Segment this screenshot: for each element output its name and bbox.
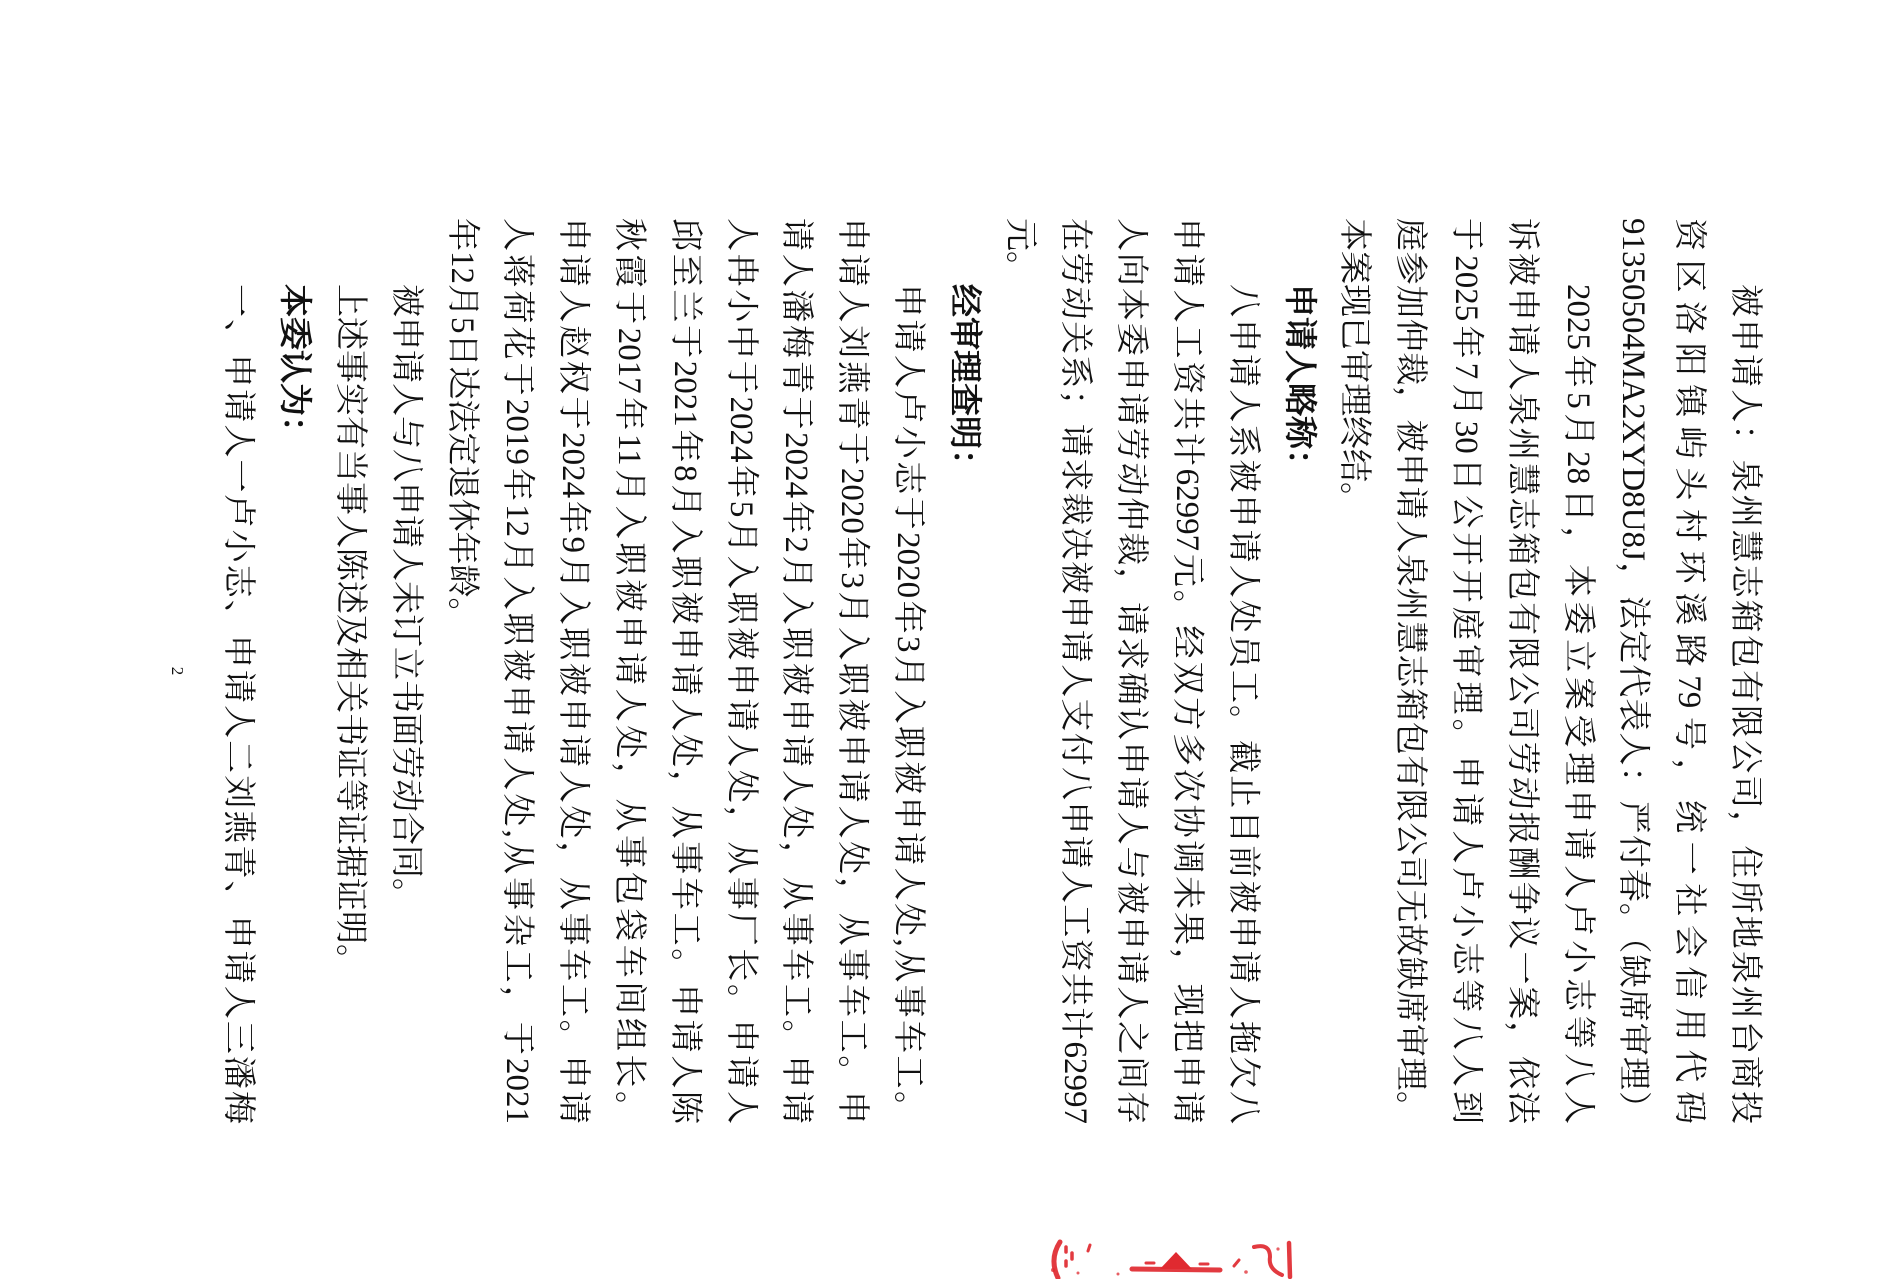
- text-line: 上述事实有当事人陈述及相关书证等证据证明。: [332, 284, 369, 977]
- section-heading: [935, 218, 991, 1124]
- paragraph: [1605, 218, 1772, 1124]
- text-line: 申请人赵权于2024年9月入职被申请人处，从事车工。申请: [555, 218, 592, 1124]
- text-line: 一、申请人一卢小志、申请人二刘燕青、申请人三潘梅: [220, 284, 257, 1124]
- text-line: 在劳动关系；请求裁决被申请人支付八申请人工资共计62997: [1057, 218, 1094, 1124]
- text-line: 请人潘梅青于2024年2月入职被申请人处，从事车工。申请: [778, 218, 815, 1124]
- paragraph: [321, 218, 377, 1124]
- text-line: 元。: [1001, 218, 1038, 284]
- document-body: [132, 218, 1772, 1124]
- text-line: 人蒋荷花于2019年12月入职被申请人处,从事杂工，于2021: [499, 218, 536, 1124]
- text-line: 申请人卢小志于2020年3月入职被申请人处,从事车工。: [890, 284, 927, 1124]
- text-line: 秋霞于2017年11月入职被申请人处，从事包袋车间组长。: [611, 218, 648, 1124]
- text-line: 本案现已审理终结。: [1336, 218, 1373, 515]
- text-line: 申请人工资共计62997元。经双方多次协调未果，现把申请: [1169, 218, 1206, 1124]
- text-line: 人向本委申请劳动仲裁，请求确认申请人与被申请人之间存: [1113, 218, 1150, 1124]
- paragraph: [210, 218, 266, 1124]
- seal-stamp-mark: [1160, 1252, 1192, 1269]
- text-line: 申请人刘燕青于2020年3月入职被申请人处，从事车工。申: [834, 218, 871, 1124]
- text-line: 年12月5日达法定退休年龄。: [443, 218, 480, 631]
- text-line: 91350504MA2XYD8U8J，法定代表人：严付春。（缺席审理）: [1615, 218, 1652, 1124]
- text-line: 庭参加仲裁，被申请人泉州慧志箱包有限公司无故缺席审理。: [1392, 218, 1429, 1124]
- page-number: 2: [168, 666, 187, 676]
- section-heading: [1270, 218, 1326, 1124]
- document-text: [210, 218, 1772, 1124]
- text-line: 诉被申请人泉州慧志箱包有限公司劳动报酬争议一案，依法: [1503, 218, 1540, 1124]
- heading-line: 本委认为：: [276, 284, 313, 449]
- text-line: 人冉小中于2024年5月入职被申请人处，从事厂长。申请人: [722, 218, 759, 1124]
- paragraph: [377, 218, 433, 1124]
- text-line: 于2025年7月30日公开开庭审理。申请人卢小志等八人到: [1448, 218, 1485, 1124]
- text-line: 被申请人与八申请人未订立书面劳动合同。: [387, 284, 424, 911]
- text-line: 八申请人系被申请人处员工。截止目前被申请人拖欠八: [1224, 284, 1261, 1124]
- text-line: 被申请人：泉州慧志箱包有限公司，住所地泉州台商投: [1727, 284, 1763, 1124]
- heading-line: 申请人略称：: [1280, 284, 1317, 482]
- section-heading: [265, 218, 321, 1124]
- text-line: 邱至兰于2021年8月入职被申请人处，从事车工。申请人陈: [666, 218, 703, 1124]
- paragraph: [991, 218, 1270, 1124]
- paragraph: [1326, 218, 1605, 1124]
- heading-line: 经审理查明：: [945, 284, 982, 482]
- text-line: 2025年5月28日，本委立案受理申请人卢小志等八人: [1559, 284, 1596, 1124]
- paragraph: [433, 218, 935, 1124]
- seal-stamp: [1048, 1239, 1298, 1279]
- text-line: 资区洛阳镇屿头村环溪路79号，统一社会信用代码: [1671, 218, 1708, 1124]
